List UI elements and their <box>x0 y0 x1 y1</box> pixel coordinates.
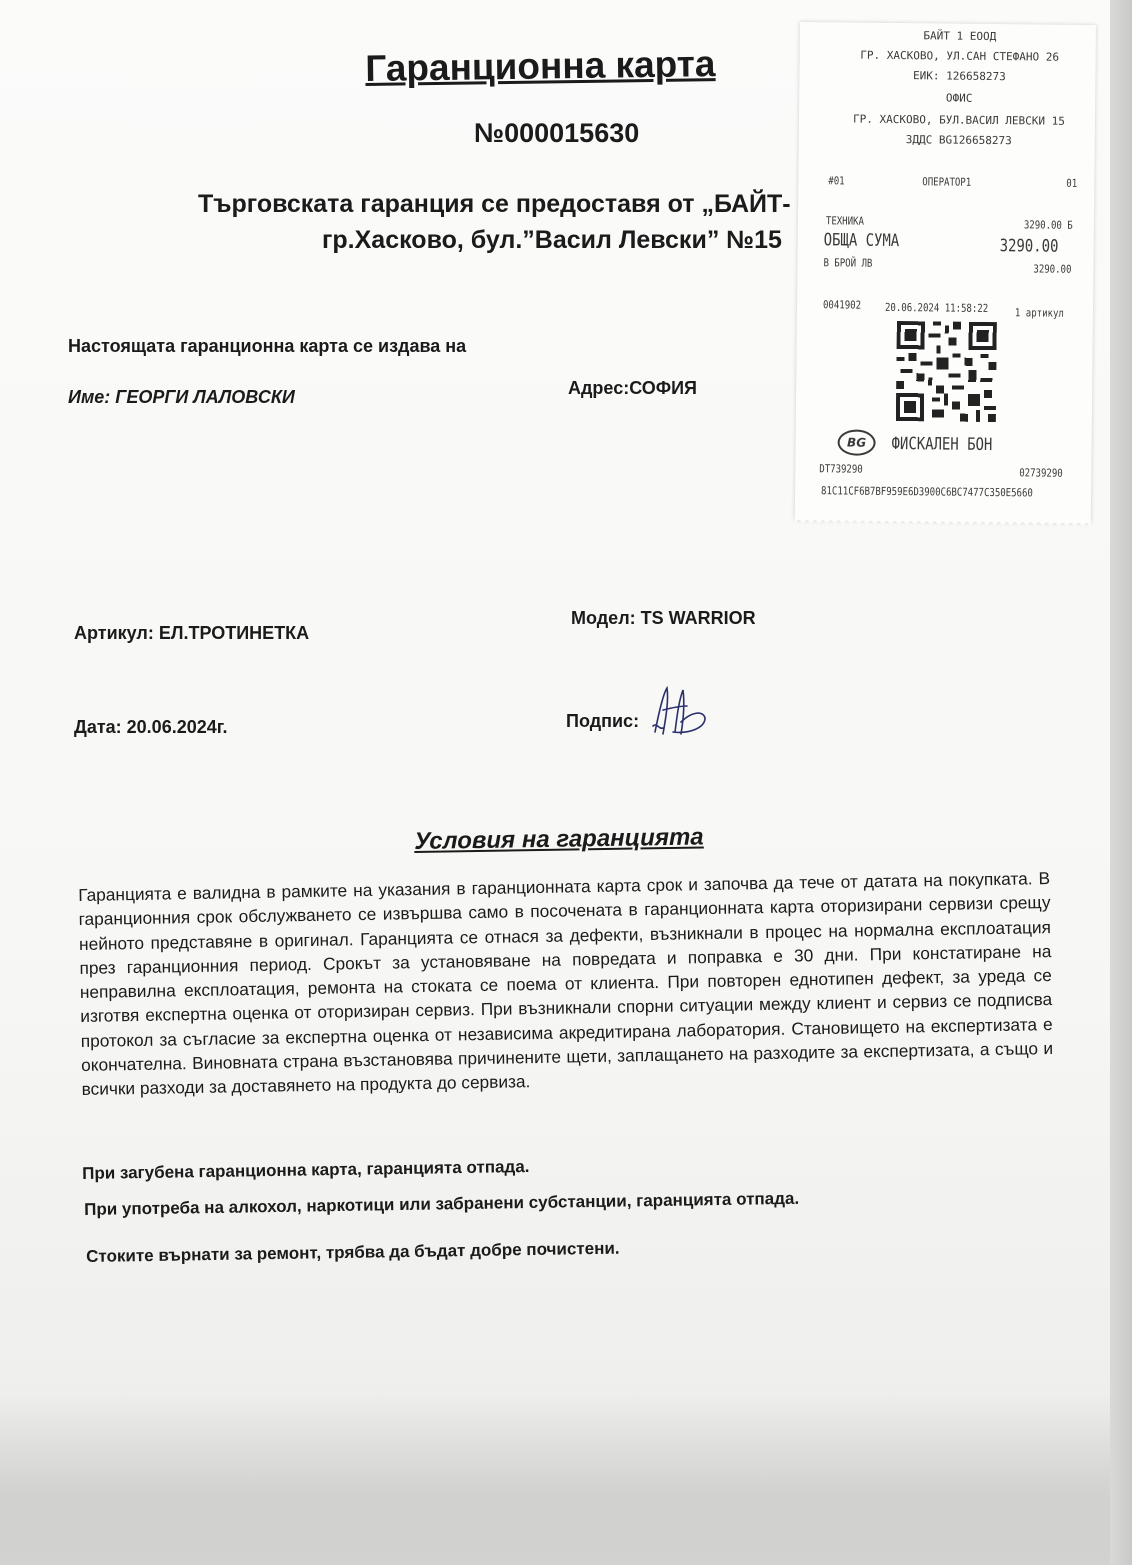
warranty-provider: Търговската гаранция се предоставя от „БАЙТ- <box>198 190 791 218</box>
receipt-operator: ОПЕРАТОР1 <box>922 175 972 189</box>
note-lost-card: При загубена гаранционна карта, гаранцията отпада. <box>82 1156 530 1183</box>
article-field: Артикул: ЕЛ.ТРОТИНЕТКА <box>74 623 310 643</box>
receipt-company: БАЙТ 1 ЕООД <box>923 29 997 44</box>
receipt-vat: ЗДДС BG126658273 <box>905 133 1012 148</box>
page-edge <box>1110 0 1132 1565</box>
receipt-torn-edge <box>795 518 1091 529</box>
receipt-article-count: 1 артикул <box>1014 306 1064 320</box>
model-field: Модел: TS WARRIOR <box>571 608 756 628</box>
signature-label: Подпис: <box>566 711 640 731</box>
receipt-hash: 81C11CF6B7BF959E6D3900C6BC7477C350E5660 <box>821 484 1033 500</box>
receipt-number: 0041902 <box>822 298 862 312</box>
receipt-item-price: 3290.00 Б <box>1023 218 1073 232</box>
receipt-fiscal-label: ФИСКАЛЕН БОН <box>891 433 993 456</box>
document-title: Гаранционна карта <box>365 43 716 89</box>
conditions-body: Гаранцията е валидна в рамките на указания в гаранционната карта срок и започва да тече от датата на покупката. В гаранционния срок обслужването се извършва само в посочената в гаранционната карта оторизирани сервизи срещу нейното представяне в оригинал. Гаранцията се отнася за дефекти, възникнали в процес на нормална експлоатация през гаранционния период. Срокът за установяване на повредата и поправка е 30 дни. При констатиране на неправилна експлоатация, ремонта на стоката се поема от клиента. При повторен еднотипен дефект, за уреда се изготвя експертна оценка от оторизиран сервиз. При възникнали спорни ситуации между клиент и сервиз се подписва протокол за съгласие за експертна оценка от независима акредитирана лаборатория. Становището на експертизата е окончателна. Виновната страна възстановява причинените щети, заплащането на разходите за експертизата, а също и всички разходи за доставянето на продукта до сервиза. <box>78 868 1054 1100</box>
qr-code-icon <box>896 321 997 422</box>
customer-address: Адрес:СОФИЯ <box>568 378 697 398</box>
receipt-fiscal-memory: 02739290 <box>1019 466 1063 480</box>
conditions-title: Условия на гаранцията <box>414 823 704 855</box>
handwritten-signature <box>645 682 709 740</box>
receipt-company-address: ГР. ХАСКОВО, УЛ.САН СТЕФАНО 26 <box>860 48 1060 64</box>
receipt-office-address: ГР. ХАСКОВО, БУЛ.ВАСИЛ ЛЕВСКИ 15 <box>852 112 1065 128</box>
bottom-fold-shadow <box>0 1395 1110 1565</box>
receipt-cash: 3290.00 <box>1033 262 1072 276</box>
fiscal-receipt <box>795 22 1096 523</box>
receipt-operator-no: 01 <box>1066 176 1078 190</box>
receipt-cash-label: В БРОЙ ЛВ <box>823 256 873 270</box>
note-clean-goods: Стоките върнати за ремонт, трябва да бъдат добре почистени. <box>86 1238 620 1266</box>
date-field: Дата: 20.06.2024г. <box>74 717 228 737</box>
issued-to-heading: Настоящата гаранционна карта се издава на <box>68 336 467 356</box>
card-number: №000015630 <box>474 118 640 148</box>
receipt-datetime: 20.06.2024 11:58:22 <box>884 300 989 315</box>
note-alcohol: При употреба на алкохол, наркотици или забранени субстанции, гаранцията отпада. <box>84 1188 800 1219</box>
receipt-total-label: ОБЩА СУМА <box>823 230 900 252</box>
bg-fiscal-logo-icon: BG <box>837 429 875 455</box>
receipt-device-id: DT739290 <box>819 462 863 476</box>
receipt-eik: ЕИК: 126658273 <box>913 69 1006 84</box>
receipt-office: ОФИС <box>945 91 973 105</box>
customer-name: Име: ГЕОРГИ ЛАЛОВСКИ <box>68 387 295 407</box>
receipt-register: #01 <box>828 174 845 188</box>
receipt-item: ТЕХНИКА <box>825 214 865 228</box>
receipt-total: 3290.00 <box>999 236 1059 257</box>
warranty-provider-address: гр.Хасково, бул.”Васил Левски” №15 <box>322 226 782 254</box>
